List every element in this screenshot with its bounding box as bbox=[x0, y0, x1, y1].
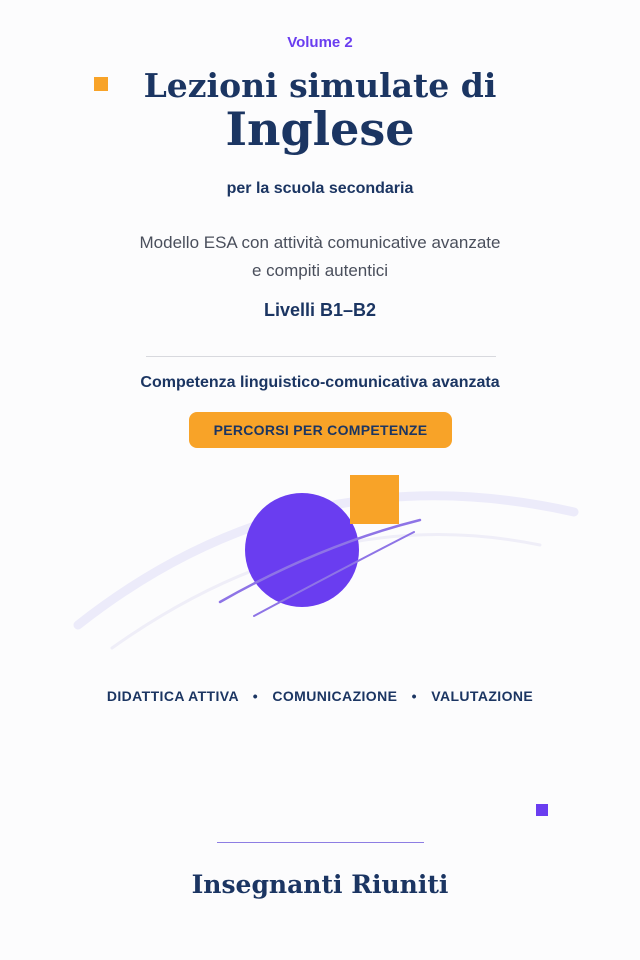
description-line-2: e compiti autentici bbox=[251, 261, 389, 280]
purple-square-decoration bbox=[536, 804, 548, 816]
subtitle: per la scuola secondaria bbox=[226, 180, 414, 197]
tag-item: DIDATTICA ATTIVA bbox=[106, 688, 239, 704]
title-line-2: Inglese bbox=[225, 102, 415, 156]
tag-item: COMUNICAZIONE bbox=[272, 688, 398, 704]
competence-label: Competenza linguistico-comunicativa avanzata bbox=[140, 374, 500, 391]
description bbox=[0, 229, 640, 285]
competence-badge bbox=[189, 412, 452, 448]
competence-badge-label: PERCORSI PER COMPETENZE bbox=[213, 422, 428, 438]
publisher-name: Insegnanti Riuniti bbox=[191, 870, 449, 899]
tag-item: VALUTAZIONE bbox=[431, 688, 534, 704]
tag-row bbox=[0, 688, 640, 704]
title-line-1: Lezioni simulate di bbox=[143, 66, 497, 105]
divider-bottom bbox=[217, 842, 424, 843]
description-line-1: Modello ESA con attività comunicative avanzate bbox=[139, 233, 501, 252]
planet-illustration bbox=[0, 460, 640, 660]
volume-label: Volume 2 bbox=[287, 34, 353, 51]
levels-label: Livelli B1–B2 bbox=[263, 300, 377, 320]
divider-top bbox=[146, 356, 496, 357]
orange-square-shape bbox=[350, 475, 399, 524]
tag-separator: • bbox=[411, 688, 417, 704]
tag-separator: • bbox=[252, 688, 259, 704]
